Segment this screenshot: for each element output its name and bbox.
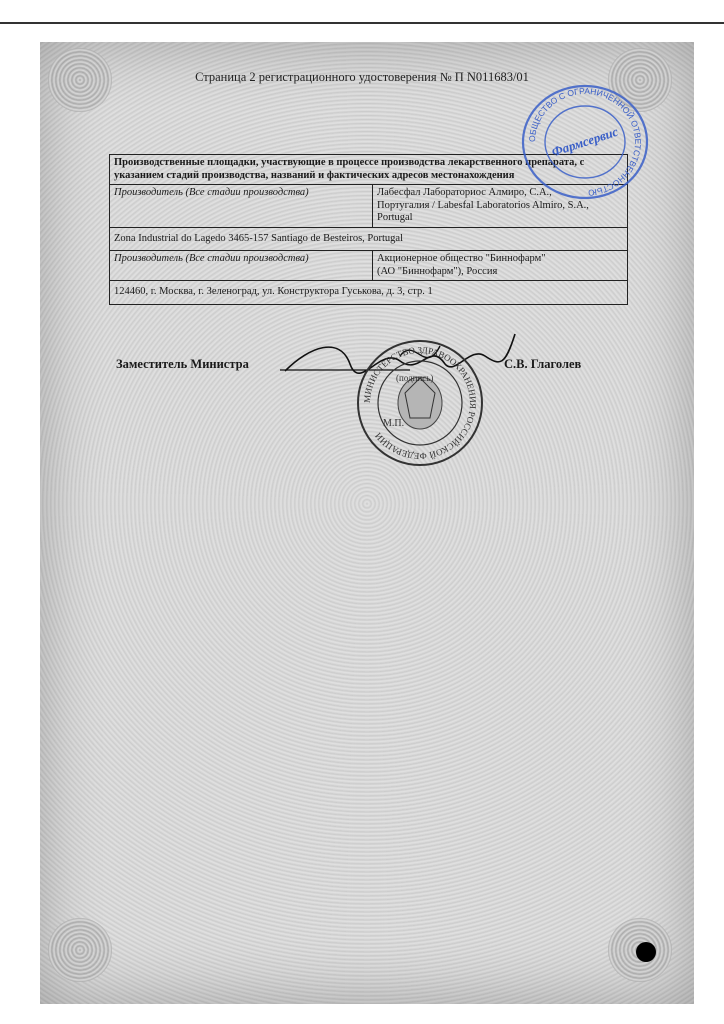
table-row [110, 281, 627, 304]
signatory-name: С.В. Глаголев [504, 357, 582, 371]
corner-rosette-bottom-left [48, 918, 112, 982]
table-heading: Производственные площадки, участвующие в процессе производства лекарственного препарата, с указанием стадий производства, названий и фактических адресов местонахождения [114, 157, 585, 181]
manufacturer-name-line: Португалия / Labesfal Laboratorios Almiro, S.A., [377, 199, 589, 211]
stamp-ring-text: ОБЩЕСТВО С ОГРАНИЧЕННОЙ ОТВЕТСТВЕННОСТЬЮ [526, 85, 644, 199]
punch-hole [636, 942, 656, 962]
seal-ring-text: МИНИСТЕРСТВО ЗДРАВООХРАНЕНИЯ РОССИЙСКОЙ ФЕДЕРАЦИИ [361, 344, 479, 462]
signatory-title: Заместитель Министра [116, 357, 249, 371]
seal-place-label: М.П. [383, 418, 405, 429]
manufacturer-role: Производитель (Все стадии производства) [110, 185, 373, 227]
manufacturer-address: Zona Industrial do Lagedo 3465-157 Santiago de Besteiros, Portugal [114, 232, 403, 244]
manufacturer-name-line: (АО "Биннофарм"), Россия [377, 265, 498, 277]
manufacturer-name [373, 251, 627, 280]
table-row [110, 251, 627, 281]
manufacturer-name-line: Акционерное общество "Биннофарм" [377, 253, 546, 264]
manufacturer-name-line: Portugal [377, 212, 413, 223]
page-header: Страница 2 регистрационного удостоверения № П N011683/01 [195, 70, 529, 84]
signature-caption: (подпись) [396, 373, 434, 383]
company-stamp [515, 82, 655, 202]
manufacturer-name-line: Лабесфал Лабораториос Алмиро, С.А., [377, 187, 552, 198]
stamp-center-text: Фармсервис [549, 123, 620, 160]
top-border-line [0, 22, 724, 24]
table-row [110, 228, 627, 252]
manufacturer-address: 124460, г. Москва, г. Зеленоград, ул. Конструктора Гуськова, д. 3, стр. 1 [114, 286, 433, 297]
manufacturer-role: Производитель (Все стадии производства) [110, 251, 373, 280]
official-seal [355, 338, 485, 468]
